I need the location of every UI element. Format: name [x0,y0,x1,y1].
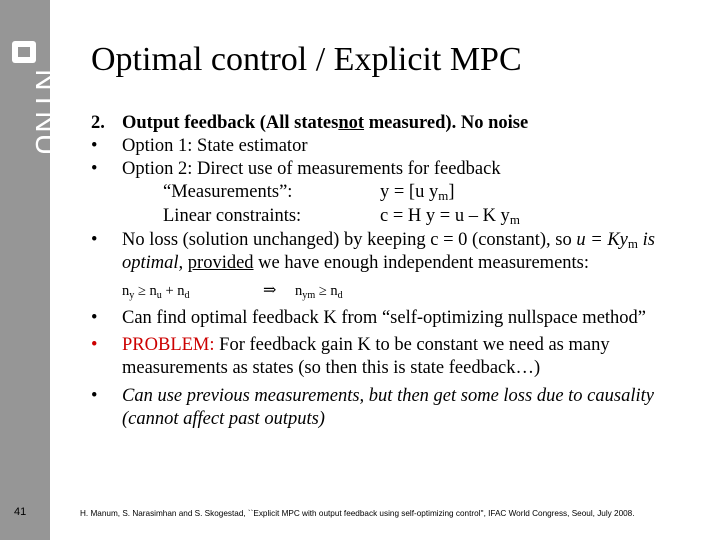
bullet-no-loss [91,229,703,275]
bullet-dot: • [91,308,98,328]
bullet-text: Output feedback (All states [122,113,339,133]
emphasis-not: not [338,113,365,133]
bullet-dot: • [91,386,98,406]
constraints-line [91,205,703,229]
previous-line-1: Can use previous measurements, but then get some loss due to causality [122,386,654,406]
bullet-nullspace [91,307,703,330]
bullet-option-1 [91,135,703,158]
bullet-text: Can find optimal feedback K from “self-optimizing nullspace method” [122,308,647,328]
bullet-dot: • [91,230,98,250]
ntnu-sidebar [0,0,62,540]
constraints-value: c = H y = u – K $y_m$ [380,206,520,227]
bullet-text: Option 2: Direct use of measurements for feedback [122,159,501,179]
bullet-text: Option 1: State estimator [122,136,308,156]
problem-line-1: PROBLEM: For feedback gain K to be constant we need as many [122,335,610,355]
measurements-line [91,181,703,205]
bullet-number: 2. [91,113,105,133]
bullet-dot: • [91,335,98,355]
slide-title: Optimal control / Explicit MPC [91,41,522,78]
bullet-dot: • [91,159,98,179]
bullet-problem [91,334,703,380]
measurements-value: y = [u $y_m$] [380,182,455,203]
slide-body [91,112,703,431]
bullet-dot: • [91,136,98,156]
problem-label: PROBLEM: [122,335,215,355]
no-loss-line-1: No loss (solution unchanged) by keeping c = 0 (constant), so $u = Ky_m$ is [122,230,655,251]
bullet-option-2 [91,158,703,181]
reference-footer: H. Manum, S. Narasimhan and S. Skogestad, ``Explicit MPC with output feedback using self-optimizing control'', IFAC World Congress, Seoul, July 2008. [80,509,635,518]
no-loss-line-2: optimal, provided we have enough independent measurements: [122,253,590,273]
measurement-count-formula [91,279,703,303]
bullet-output-feedback [91,112,703,135]
formula-result: $n_{ym} \ge n_d$ [295,283,343,301]
ntnu-logo-text: NTNU [29,69,62,157]
implies-icon: ⇒ [263,282,277,299]
ntnu-logo [0,35,62,175]
measurements-label: “Measurements”: [163,182,293,202]
previous-line-2: (cannot affect past outputs) [122,409,325,429]
formula-condition: $n_y \ge n_u + n_d$ [122,283,190,301]
problem-line-2: measurements as states (so then this is state feedback…) [122,358,541,378]
page-number: 41 [14,506,27,518]
bullet-text-rest: measured). No noise [364,113,529,133]
bullet-previous-measurements [91,385,703,431]
constraints-label: Linear constraints: [163,206,302,226]
